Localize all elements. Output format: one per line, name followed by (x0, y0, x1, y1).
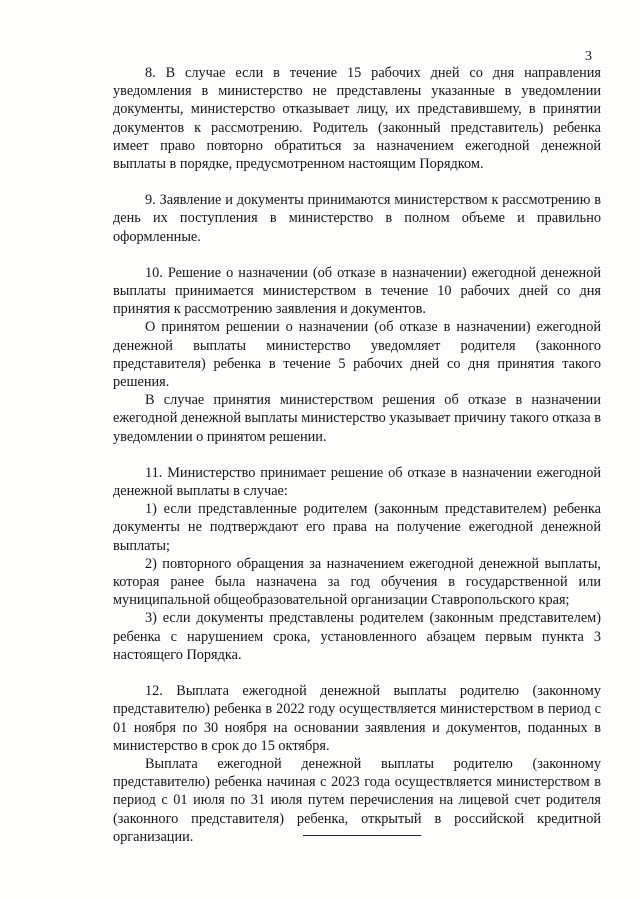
paragraph-12: 12. Выплата ежегодной денежной выплаты родителю (законному представителю) ребенка в 2022 году осуществляется министерством в период с 01 ноября по 30 ноября на основании заявления и документов, поданных в министерство в срок до 15 октября. (113, 683, 601, 754)
end-divider-line (303, 835, 421, 836)
paragraph-11-item-2: 2) повторного обращения за назначением ежегодной денежной выплаты, которая ранее была назначена за год обучения в государственной или муниципальной общеобразовательной организации Ставропольского края; (113, 555, 601, 609)
paragraph-10-notice: О принятом решении о назначении (об отказе в назначении) ежегодной денежной выплаты министерство уведомляет родителя (законного представителя) ребенка в течение 5 рабочих дней со дня принятия такого решения. (113, 319, 601, 391)
document-body (113, 64, 601, 846)
paragraph-9: 9. Заявление и документы принимаются министерством к рассмотрению в день их поступления в министерство в полном объеме и правильно оформленные. (113, 192, 601, 245)
page-number: 3 (585, 49, 592, 64)
paragraph-10-refusal-reason: В случае принятия министерством решения об отказе в назначении ежегодной денежной выплаты министерство указывает причину такого отказа в уведомлении о принятом решении. (113, 392, 601, 445)
paragraph-11-item-1: 1) если представленные родителем (законным представителем) ребенка документы не подтверждают его права на получение ежегодной денежной выплаты; (113, 501, 601, 554)
paragraph-11-item-3: 3) если документы представлены родителем (законным представителем) ребенка с нарушением срока, установленного абзацем первым пункта 3 настоящего Порядка. (113, 610, 601, 663)
paragraph-11: 11. Министерство принимает решение об отказе в назначении ежегодной денежной выплаты в случае: (113, 464, 601, 500)
paragraph-12-from-2023: Выплата ежегодной денежной выплаты родителю (законному представителю) ребенка начиная с 2023 года осуществляется министерством в период с 01 июля по 31 июля путем перечисления на лицевой счет родителя (законного представителя) ребенка, открытый в российской кредитной организации. (113, 755, 601, 845)
paragraph-8: 8. В случае если в течение 15 рабочих дней со дня направления уведомления в министерство не представлены указанные в уведомлении документы, министерство отказывает лицу, их представившему, в принятии документов к рассмотрению. Родитель (законный представитель) ребенка имеет право повторно обратиться за назначением ежегодной денежной выплаты в порядке, предусмотренном настоящим Порядком. (113, 65, 601, 173)
paragraph-10: 10. Решение о назначении (об отказе в назначении) ежегодной денежной выплаты принимается министерством в течение 10 рабочих дней со дня принятия к рассмотрению заявления и документов. (113, 264, 601, 318)
